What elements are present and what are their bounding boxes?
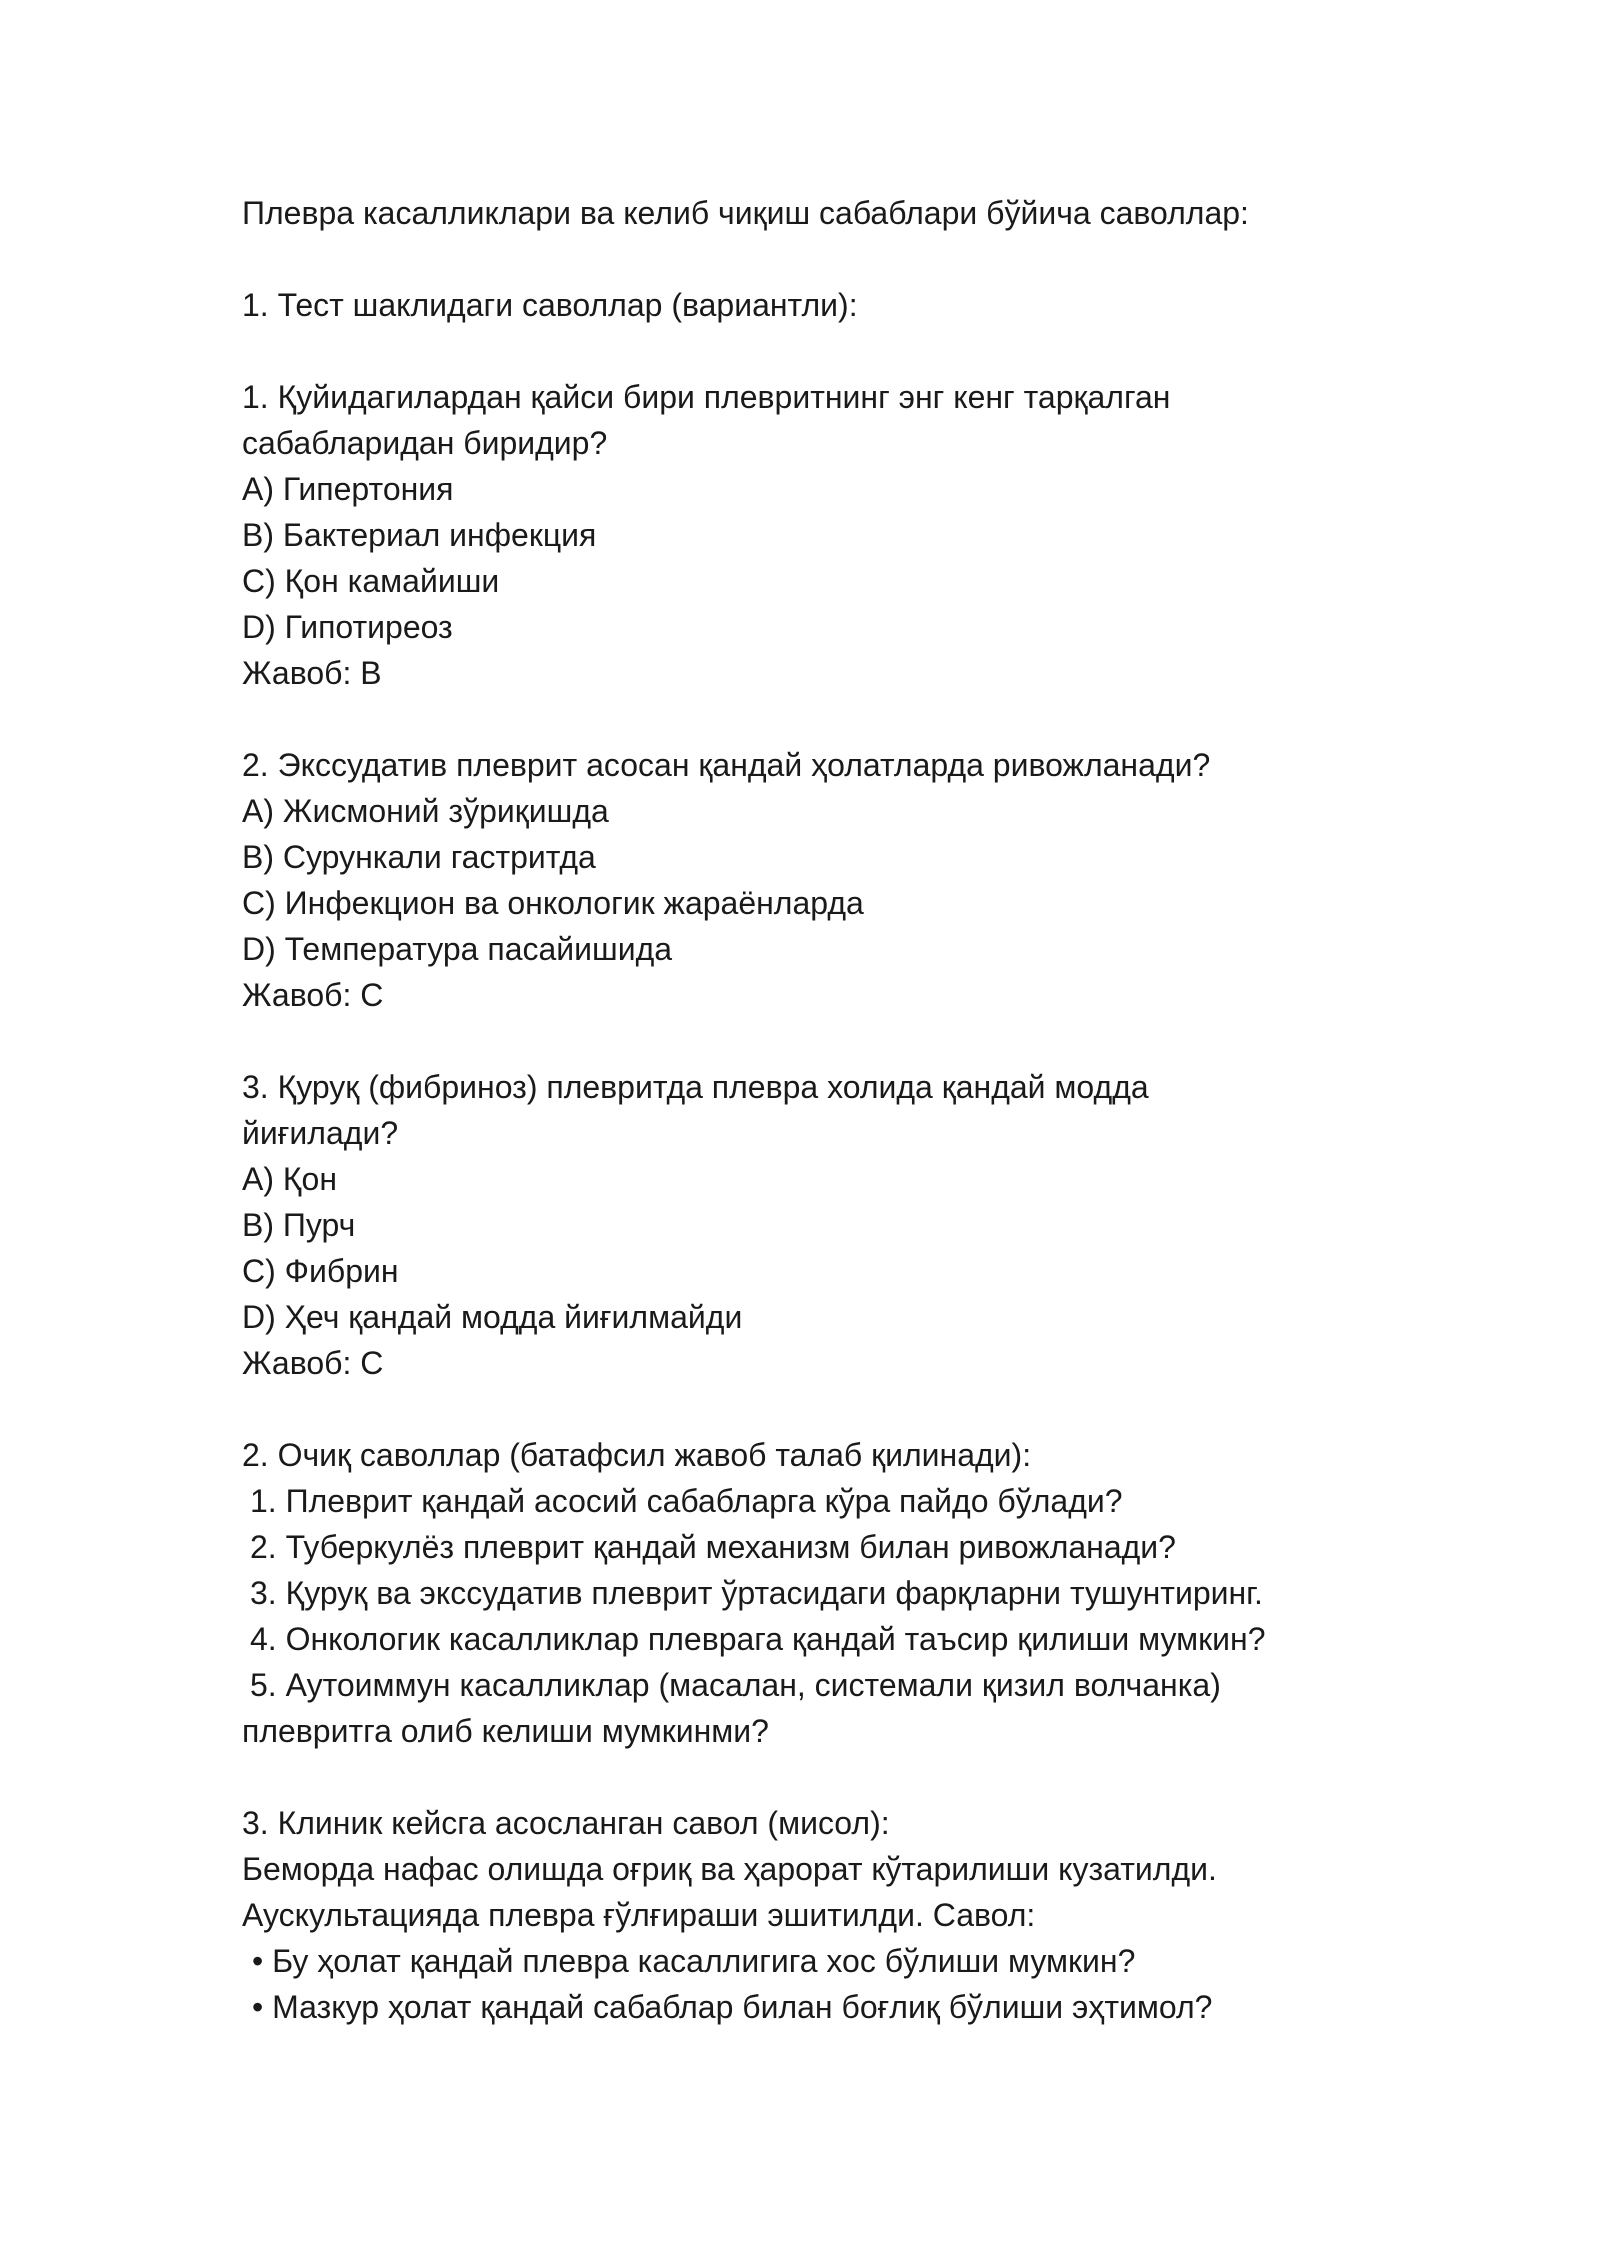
question-text: сабабларидан биридир? — [242, 425, 608, 461]
question-text: йиғилади? — [242, 1115, 399, 1151]
test-question-3 — [242, 1064, 1372, 1386]
spacer — [242, 1386, 1372, 1432]
option-a: A) Гипертония — [242, 471, 454, 507]
option-d: D) Гипотиреоз — [242, 609, 453, 645]
section-3-heading: 3. Клиник кейсга асосланган савол (мисол): — [242, 1805, 890, 1841]
option-b: B) Бактериал инфекция — [242, 517, 597, 553]
open-question-2: 2. Туберкулёз плеврит қандай механизм билан ривожланади? — [250, 1529, 1176, 1565]
option-b: B) Сурункали гастритда — [242, 839, 596, 875]
open-question-5-continuation: плевритга олиб келиши мумкинми? — [242, 1713, 769, 1749]
spacer — [242, 1754, 1372, 1800]
test-question-2 — [242, 742, 1372, 1018]
option-c: C) Инфекцион ва онкологик жараёнларда — [242, 885, 864, 921]
document-body — [242, 190, 1372, 2030]
section-1-heading: 1. Тест шаклидаги саволлар (вариантли): — [242, 287, 858, 323]
open-questions-list — [242, 1478, 1372, 1754]
question-text: 2. Экссудатив плеврит асосан қандай ҳолатларда ривожланади? — [242, 747, 1211, 783]
option-a: A) Қон — [242, 1161, 337, 1197]
open-question-5: 5. Аутоиммун касалликлар (масалан, системали қизил волчанка) — [250, 1667, 1221, 1703]
spacer — [242, 696, 1372, 742]
case-text: Беморда нафас олишда оғриқ ва ҳарорат кўтарилиши кузатилди. — [242, 1851, 1217, 1887]
section-2-heading: 2. Очиқ саволлар (батафсил жавоб талаб қилинади): — [242, 1437, 1032, 1473]
spacer — [242, 328, 1372, 374]
option-d: D) Ҳеч қандай модда йиғилмайди — [242, 1299, 743, 1335]
case-text: Аускультацияда плевра ғўлғираши эшитилди. Савол: — [242, 1897, 1036, 1933]
option-c: C) Қон камайиши — [242, 563, 500, 599]
spacer — [242, 236, 1372, 282]
option-a: A) Жисмоний зўриқишда — [242, 793, 609, 829]
option-b: B) Пурч — [242, 1207, 356, 1243]
question-text: 3. Қуруқ (фибриноз) плевритда плевра холида қандай модда — [242, 1069, 1149, 1105]
case-question-bullet-2: • Мазкур ҳолат қандай сабаблар билан боғлиқ бўлиши эҳтимол? — [252, 1989, 1213, 2025]
document-title: Плевра касалликлари ва келиб чиқиш сабаблари бўйича саволлар: — [242, 195, 1249, 231]
option-c: C) Фибрин — [242, 1253, 399, 1289]
test-question-1 — [242, 374, 1372, 696]
spacer — [242, 1018, 1372, 1064]
open-question-3: 3. Қуруқ ва экссудатив плеврит ўртасидаги фарқларни тушунтиринг. — [250, 1575, 1263, 1611]
answer: Жавоб: B — [242, 655, 382, 691]
answer: Жавоб: C — [242, 1345, 384, 1381]
open-question-1: 1. Плеврит қандай асосий сабабларга кўра пайдо бўлади? — [250, 1483, 1123, 1519]
open-question-4: 4. Онкологик касалликлар плеврага қандай таъсир қилиши мумкин? — [250, 1621, 1266, 1657]
option-d: D) Температура пасайишида — [242, 931, 673, 967]
answer: Жавоб: C — [242, 977, 384, 1013]
case-question-bullet-1: • Бу ҳолат қандай плевра касаллигига хос бўлиши мумкин? — [252, 1943, 1136, 1979]
question-text: 1. Қуйидагилардан қайси бири плевритнинг энг кенг тарқалган — [242, 379, 1171, 415]
